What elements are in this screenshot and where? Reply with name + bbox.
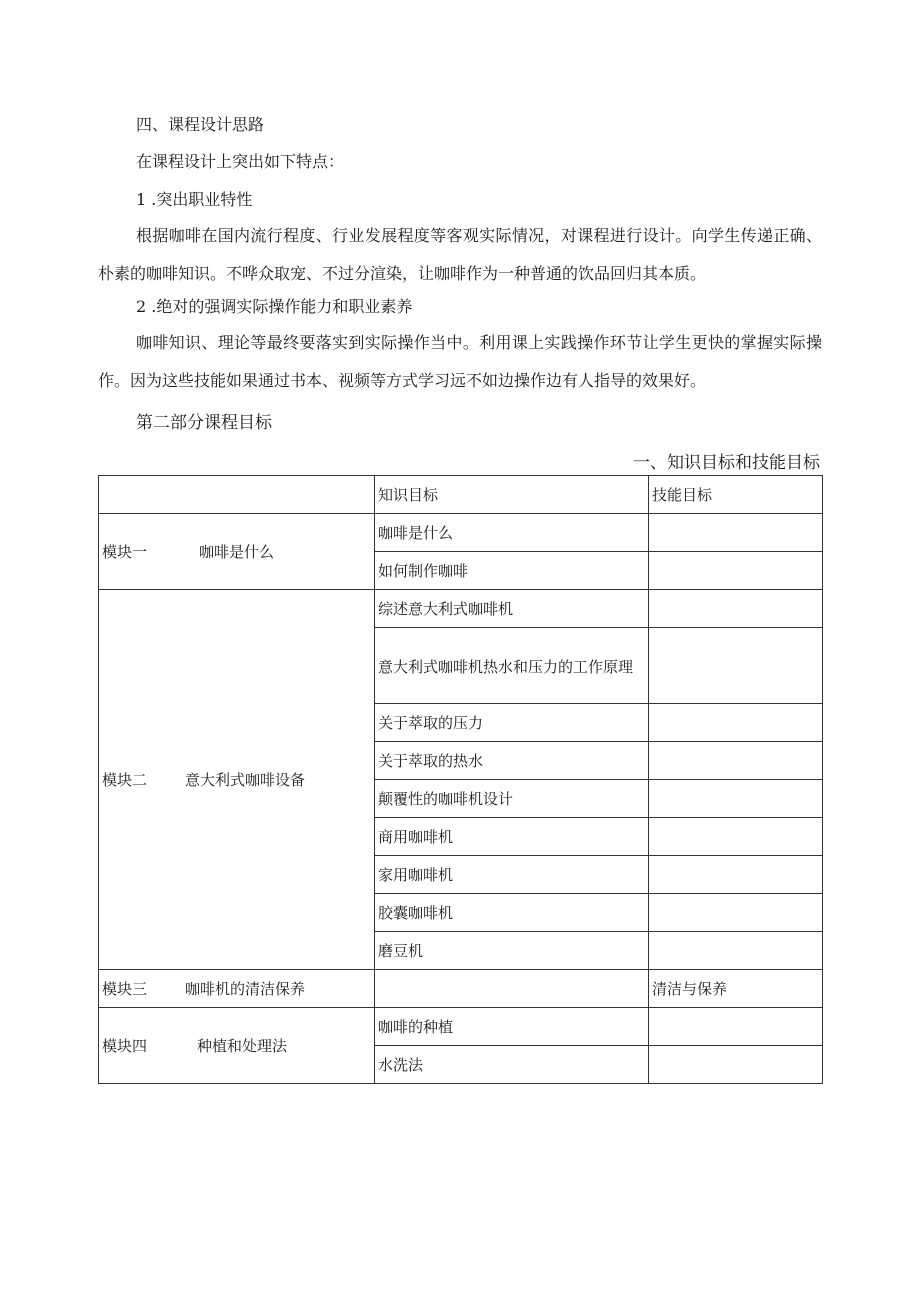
knowledge-cell: 关于萃取的热水 — [375, 742, 649, 780]
skill-cell — [649, 1008, 823, 1046]
module-2-label: 模块二 — [102, 770, 148, 789]
knowledge-cell: 综述意大利式咖啡机 — [375, 590, 649, 628]
skill-cell — [649, 932, 823, 970]
skill-cell — [649, 704, 823, 742]
point-1-body: 根据咖啡在国内流行程度、行业发展程度等客观实际情况，对课程进行设计。向学生传递正确、朴素的咖啡知识。不哗众取宠、不过分渲染，让咖啡作为一种普通的饮品回归其本质。 — [98, 226, 822, 283]
module-3-label: 模块三 — [102, 979, 148, 998]
course-goals-table — [98, 475, 823, 1084]
skill-cell — [649, 742, 823, 780]
part-2-title: 第二部分课程目标 — [136, 413, 272, 433]
skill-cell — [649, 818, 823, 856]
point-2-body: 咖啡知识、理论等最终要落实到实际操作当中。利用课上实践操作环节让学生更快的掌握实际操作。因为这些技能如果通过书本、视频等方式学习远不如边操作边有人指导的效果好。 — [98, 333, 822, 390]
knowledge-cell: 商用咖啡机 — [375, 818, 649, 856]
module-3-cell — [99, 970, 375, 1008]
skill-cell — [649, 628, 823, 704]
skill-cell — [649, 1046, 823, 1084]
header-knowledge-goals: 知识目标 — [375, 476, 649, 514]
skill-cell — [649, 514, 823, 552]
point-1-title: 1 .突出职业特性 — [136, 190, 253, 209]
module-4-name: 种植和处理法 — [197, 1036, 288, 1055]
table-row — [99, 1008, 823, 1046]
header-empty-cell — [99, 476, 375, 514]
knowledge-cell: 磨豆机 — [375, 932, 649, 970]
skill-cell — [649, 552, 823, 590]
knowledge-cell: 水洗法 — [375, 1046, 649, 1084]
skill-cell — [649, 856, 823, 894]
knowledge-cell: 胶囊咖啡机 — [375, 894, 649, 932]
knowledge-cell: 家用咖啡机 — [375, 856, 649, 894]
module-4-label: 模块四 — [102, 1036, 148, 1055]
module-2-cell — [99, 590, 375, 970]
table-row — [99, 514, 823, 552]
knowledge-cell — [375, 970, 649, 1008]
knowledge-cell: 咖啡是什么 — [375, 514, 649, 552]
point-2-title: 2 .绝对的强调实际操作能力和职业素养 — [136, 297, 413, 316]
module-3-name: 咖啡机的清洁保养 — [185, 979, 306, 998]
skill-cell: 清洁与保养 — [649, 970, 823, 1008]
table-header-row — [99, 476, 823, 514]
skill-cell — [649, 894, 823, 932]
knowledge-cell: 关于萃取的压力 — [375, 704, 649, 742]
table-caption: 一、知识目标和技能目标 — [633, 453, 820, 473]
section-intro: 在课程设计上突出如下特点： — [136, 152, 345, 171]
module-4-cell — [99, 1008, 375, 1084]
table-row — [99, 970, 823, 1008]
knowledge-cell: 颠覆性的咖啡机设计 — [375, 780, 649, 818]
module-1-cell — [99, 514, 375, 590]
knowledge-cell: 咖啡的种植 — [375, 1008, 649, 1046]
module-2-name: 意大利式咖啡设备 — [185, 770, 306, 789]
section-heading: 四、课程设计思路 — [136, 115, 265, 134]
knowledge-cell: 意大利式咖啡机热水和压力的工作原理 — [375, 628, 649, 704]
header-skill-goals: 技能目标 — [649, 476, 823, 514]
skill-cell — [649, 780, 823, 818]
skill-cell — [649, 590, 823, 628]
module-1-label: 模块一 — [102, 542, 148, 561]
table-row — [99, 590, 823, 628]
module-1-name: 咖啡是什么 — [199, 542, 275, 561]
knowledge-cell: 如何制作咖啡 — [375, 552, 649, 590]
